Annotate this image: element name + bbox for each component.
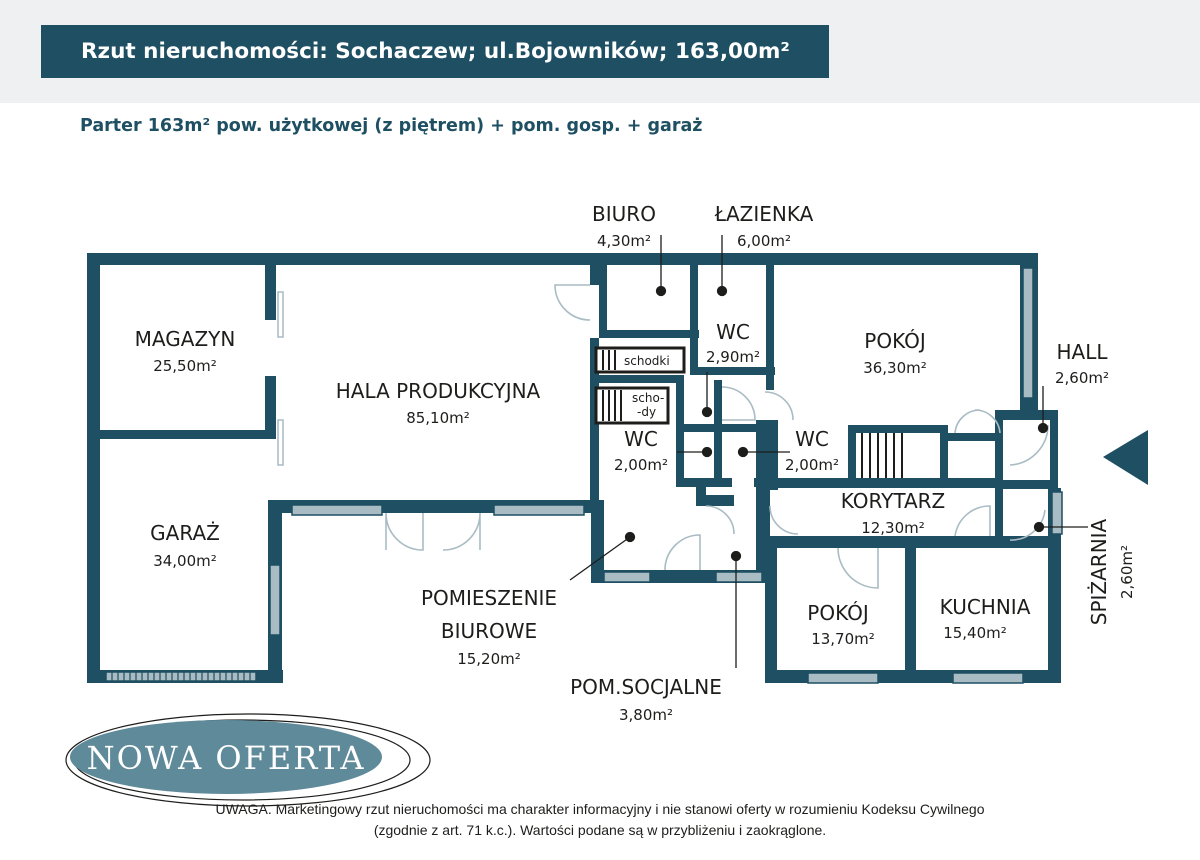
room-area-biuro: 4,30m² xyxy=(596,232,652,250)
new-offer-badge xyxy=(66,714,430,806)
room-magazyn xyxy=(135,327,236,375)
badge-text: NOWA OFERTA xyxy=(86,739,366,777)
room-name-biurowe-1: POMIESZENIE xyxy=(420,586,558,610)
room-garaz xyxy=(150,521,220,570)
room-name-magazyn: MAGAZYN xyxy=(134,327,236,351)
walls xyxy=(87,253,1061,683)
room-area-magazyn: 25,50m² xyxy=(153,357,217,375)
room-name-wc-right: WC xyxy=(795,427,829,451)
stairs-upper-label: schodki xyxy=(624,354,670,368)
room-pokoj-small xyxy=(807,601,875,648)
room-area-kuchnia: 15,40m² xyxy=(943,624,1007,642)
room-area-pokoj-large: 36,30m² xyxy=(863,359,927,377)
room-spizarnia xyxy=(1087,518,1136,625)
room-biuro xyxy=(592,202,656,250)
stairs-lower-label-1: scho- xyxy=(632,391,665,405)
page-title: Rzut nieruchomości: Sochaczew; ul.Bojowników; 163,00m² xyxy=(41,25,829,78)
room-name-korytarz: KORYTARZ xyxy=(840,489,946,513)
stairs-right xyxy=(862,433,902,478)
room-area-biurowe: 15,20m² xyxy=(457,650,521,668)
room-area-korytarz: 12,30m² xyxy=(861,519,925,537)
room-area-spizarnia: 2,60m² xyxy=(1118,544,1136,600)
room-area-wc-top: 2,90m² xyxy=(705,348,761,366)
room-name-pokoj-small: POKÓJ xyxy=(807,601,869,625)
stairs-upper xyxy=(596,348,684,372)
room-name-wc-left: WC xyxy=(624,427,658,451)
disclaimer-line-2: (zgodnie z art. 71 k.c.). Wartości podane są w przybliżeniu i zaokrąglone. xyxy=(373,822,827,838)
room-hala xyxy=(336,379,541,427)
room-area-pokoj-small: 13,70m² xyxy=(811,630,875,648)
room-kuchnia xyxy=(940,595,1031,642)
room-wc-top xyxy=(706,320,760,366)
room-area-lazienka: 6,00m² xyxy=(736,232,792,250)
disclaimer xyxy=(100,799,1100,841)
room-name-socjalne: POM.SOCJALNE xyxy=(570,675,722,699)
room-wc-right xyxy=(785,427,839,474)
room-name-garaz: GARAŻ xyxy=(150,521,220,545)
room-name-lazienka: ŁAZIENKA xyxy=(714,202,814,226)
room-socjalne xyxy=(570,675,722,724)
disclaimer-line-1: UWAGA. Marketingowy rzut nieruchomości ma charakter informacyjny i nie stanowi oferty w rozumieniu Kodeksu Cywilnego xyxy=(215,801,985,817)
stairs-lower xyxy=(596,388,668,423)
room-name-wc-top: WC xyxy=(716,320,750,344)
room-hall xyxy=(1055,340,1109,387)
room-pokoj-large xyxy=(863,329,927,377)
room-name-biurowe-2: BIUROWE xyxy=(440,619,538,643)
room-name-spizarnia: SPIŻARNIA xyxy=(1087,518,1111,626)
room-name-hall: HALL xyxy=(1056,340,1108,364)
room-lazienka xyxy=(714,202,814,250)
room-area-socjalne: 3,80m² xyxy=(618,706,674,724)
room-area-wc-left: 2,00m² xyxy=(613,456,669,474)
entrance-arrow-icon xyxy=(1103,430,1148,485)
inner-door-leaves xyxy=(278,292,283,465)
page-subtitle: Parter 163m² pow. użytkowej (z piętrem) + pom. gosp. + garaż xyxy=(80,116,703,136)
room-area-hall: 2,60m² xyxy=(1054,369,1110,387)
room-area-wc-right: 2,00m² xyxy=(784,456,840,474)
room-name-kuchnia: KUCHNIA xyxy=(939,595,1031,619)
room-wc-left xyxy=(614,427,668,474)
room-name-pokoj-large: POKÓJ xyxy=(864,329,926,353)
room-area-hala: 85,10m² xyxy=(406,409,470,427)
room-area-garaz: 34,00m² xyxy=(153,552,217,570)
stairs-lower-label-2: -dy xyxy=(637,405,657,419)
room-name-biuro: BIURO xyxy=(592,202,656,226)
room-korytarz xyxy=(841,489,946,537)
room-biurowe xyxy=(421,586,557,668)
room-name-hala: HALA PRODUKCYJNA xyxy=(335,379,541,403)
